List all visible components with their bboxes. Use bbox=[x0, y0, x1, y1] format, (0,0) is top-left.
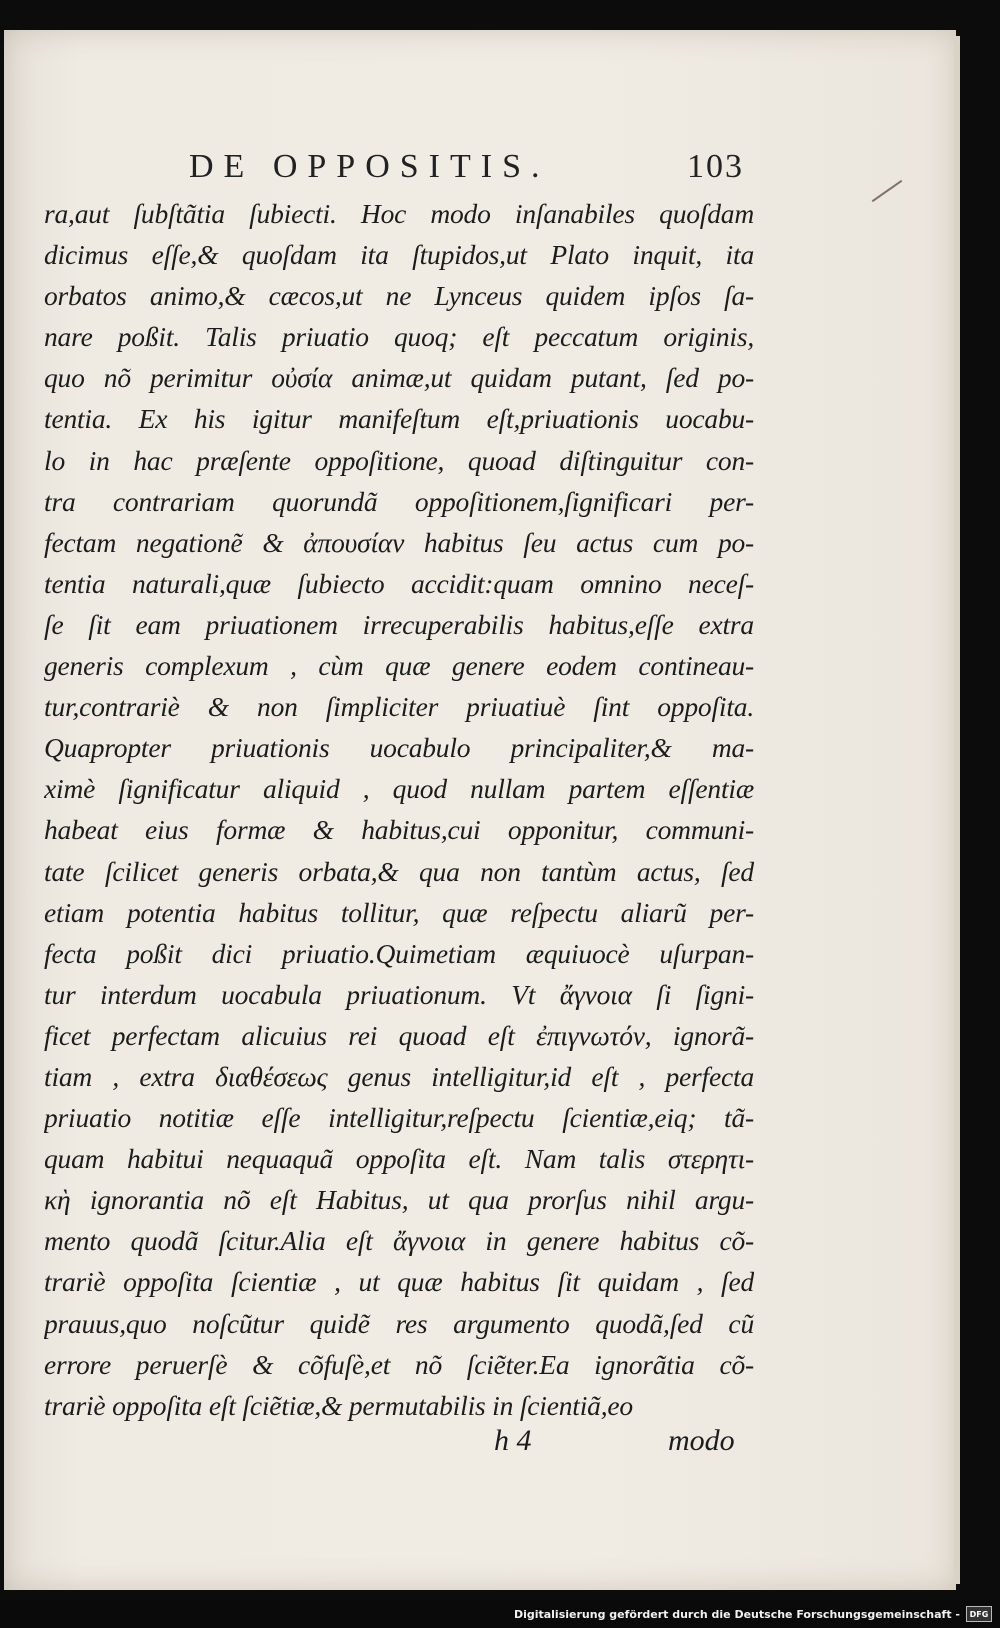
text-line: ſe ſit eam priuationem irrecuperabilis habitus,eſſe extra bbox=[44, 608, 754, 640]
margin-mark bbox=[872, 180, 903, 202]
text-line: habeat eius formæ & habitus,cui opponitur, communi- bbox=[44, 814, 754, 846]
catchword: modo bbox=[668, 1424, 735, 1457]
text-line: quam habitui nequaquã oppoſita eſt. Nam talis στερητι- bbox=[44, 1143, 754, 1175]
text-line: tentia naturali,quæ ſubiecto accidit:quam omnino neceſ- bbox=[44, 567, 754, 599]
text-line: etiam potentia habitus tollitur, quæ reſpectu aliarũ per- bbox=[44, 896, 754, 928]
text-line: fecta poßit dici priuatio.Quimetiam æquiuocè uſurpan- bbox=[44, 937, 754, 969]
signature-mark: h 4 bbox=[494, 1424, 532, 1457]
text-line: tra contrariam quorundã oppoſitionem,ſignificari per- bbox=[44, 485, 754, 517]
text-line: quo nõ perimitur οὐσία animæ,ut quidam putant, ſed po- bbox=[44, 362, 754, 394]
text-line: ficet perfectam alicuius rei quoad eſt ἐπιγνωτόν, ignorã- bbox=[44, 1019, 754, 1051]
text-line: ximè ſignificatur aliquid , quod nullam partem eſſentiæ bbox=[44, 773, 754, 805]
text-line: priuatio notitiæ eſſe intelligitur,reſpectu ſcientiæ,eiq; tã- bbox=[44, 1102, 754, 1134]
text-line: dicimus eſſe,& quoſdam ita ſtupidos,ut Plato inquit, ita bbox=[44, 239, 754, 271]
credit-text: Digitalisierung gefördert durch die Deutsche Forschungsgemeinschaft - bbox=[513, 1607, 960, 1621]
text-line: nare poßit. Talis priuatio quoq; eſt peccatum originis, bbox=[44, 321, 754, 353]
text-line: prauus,quo noſcũtur quidẽ res argumento quodã,ſed cũ bbox=[44, 1307, 754, 1339]
text-line: mento quodã ſcitur.Alia eſt ἄγνοια in genere habitus cõ- bbox=[44, 1225, 754, 1257]
text-line: Quapropter priuationis uocabulo principaliter,& ma- bbox=[44, 732, 754, 764]
text-line: orbatos animo,& cæcos,ut ne Lynceus quidem ipſos ſa- bbox=[44, 280, 754, 312]
running-head bbox=[189, 148, 744, 192]
text-line: tur interdum uocabula priuationum. Vt ἄγνοια ſi ſigni- bbox=[44, 978, 754, 1010]
text-line: errore peruerſè & cõfuſè,et nõ ſciẽter.Ea ignorãtia cõ- bbox=[44, 1348, 754, 1380]
page-edge bbox=[954, 36, 960, 1584]
text-line: tate ſcilicet generis orbata,& qua non tantùm actus, ſed bbox=[44, 855, 754, 887]
book-page bbox=[4, 30, 956, 1590]
text-line: fectam negationẽ & ἀπουσίαν habitus ſeu actus cum po- bbox=[44, 526, 754, 558]
text-line: tur,contrariè & non ſimpliciter priuatiuè ſint oppoſita. bbox=[44, 691, 754, 723]
text-line: generis complexum , cùm quæ genere eodem contineau- bbox=[44, 650, 754, 682]
text-line: ra,aut ſubſtãtia ſubiecti. Hoc modo inſanabiles quoſdam bbox=[44, 198, 754, 229]
page-number: 103 bbox=[687, 148, 744, 185]
text-line: trariè oppoſita ſcientiæ , ut quæ habitus ſit quidam , ſed bbox=[44, 1266, 754, 1298]
text-line: lo in hac præſente oppoſitione, quoad diſtinguitur con- bbox=[44, 444, 754, 476]
running-head-title: DE OPPOSITIS. bbox=[189, 148, 550, 185]
text-line: tentia. Ex his igitur manifeſtum eſt,priuationis uocabu- bbox=[44, 403, 754, 435]
body-text bbox=[44, 193, 754, 1426]
text-line: trariè oppoſita eſt ſciẽtiæ,& permutabilis in ſcientiã,eo bbox=[44, 1389, 633, 1421]
dfg-logo: DFG bbox=[966, 1606, 992, 1622]
text-line: tiam , extra διαθέσεως genus intelligitur,id eſt , perfecta bbox=[44, 1060, 754, 1092]
text-line: κὴ ignorantia nõ eſt Habitus, ut qua prorſus nihil argu- bbox=[44, 1184, 754, 1216]
digitization-credit bbox=[514, 1604, 992, 1624]
